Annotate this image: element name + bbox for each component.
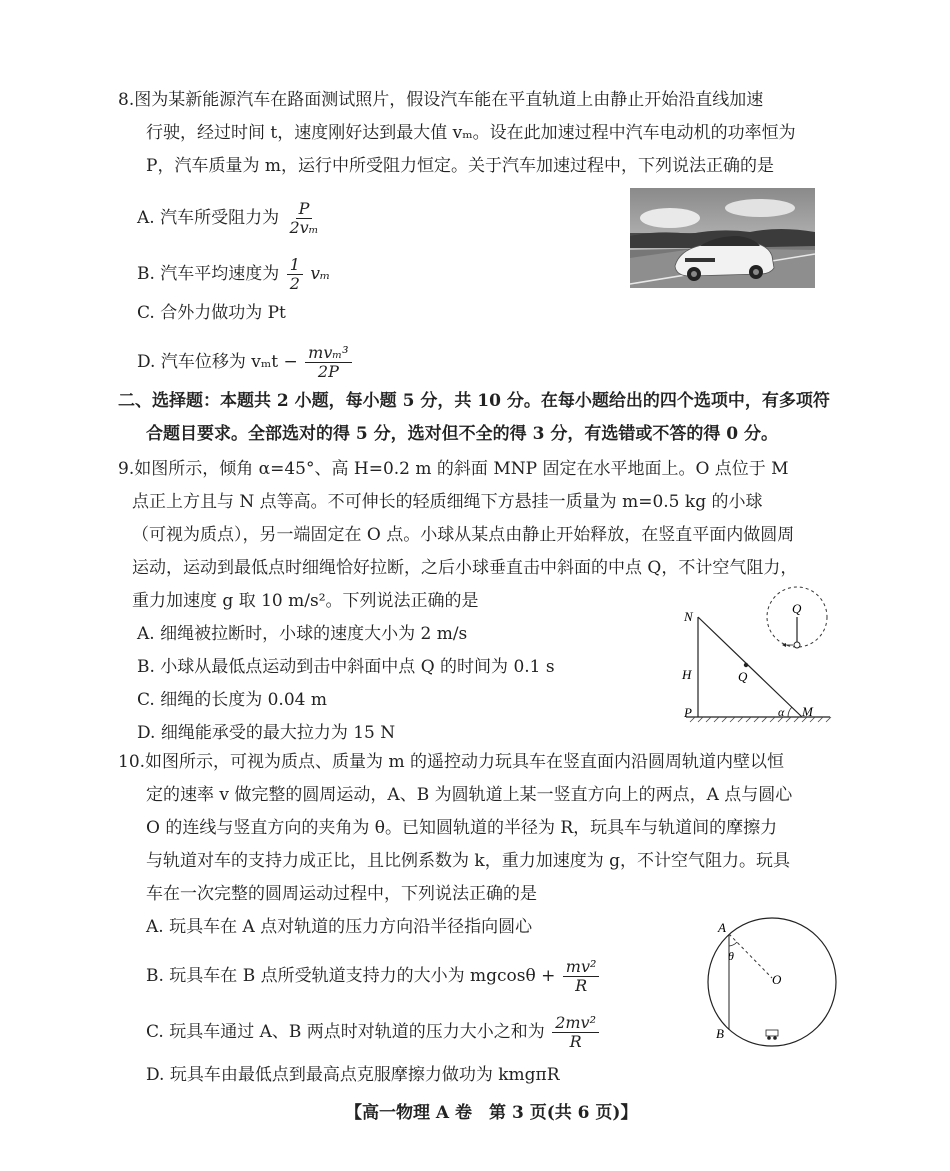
q10-stem-3: O 的连线与竖直方向的夹角为 θ。已知圆轨道的半径为 R，玩具车与轨道间的摩擦力: [146, 818, 778, 838]
q9-option-b: B. 小球从最低点运动到击中斜面中点 Q 的时间为 0.1 s: [137, 657, 555, 677]
q9-stem-3: （可视为质点），另一端固定在 O 点。小球从某点由静止开始释放，在竖直平面内做圆周: [132, 525, 795, 545]
q8-option-d: [137, 344, 354, 381]
q8-option-c: C. 合外力做功为 Pt: [137, 303, 286, 323]
section2-title: 二、选择题：本题共 2 小题，每小题 5 分，共 10 分。在每小题给出的四个选项中，有多项符: [118, 391, 830, 411]
q8-option-a-numerator: P: [296, 200, 313, 219]
q10-option-c: [146, 1014, 601, 1051]
label-o-q9: Q: [792, 601, 802, 616]
q8-option-d-fraction: [305, 344, 351, 381]
q8-option-b-text: B. 汽车平均速度为: [137, 264, 280, 284]
q10-option-b-text: B. 玩具车在 B 点所受轨道支持力的大小为 mgcosθ +: [146, 966, 556, 986]
page-footer: 【高一物理 A 卷 第 3 页(共 6 页)】: [345, 1103, 638, 1123]
q8-option-d-text: D. 汽车位移为 vₘt −: [137, 352, 298, 372]
q9-stem-5: 重力加速度 g 取 10 m/s²。下列说法正确的是: [132, 591, 479, 611]
q8-option-b-denominator: 2: [289, 274, 300, 293]
q10-stem-4: 与轨道对车的支持力成正比，且比例系数为 k，重力加速度为 g，不计空气阻力。玩具: [146, 851, 790, 871]
q10-option-a: A. 玩具车在 A 点对轨道的压力方向沿半径指向圆心: [146, 917, 533, 937]
label-q: Q: [738, 669, 748, 684]
q9-stem-1: 9.如图所示，倾角 α=45°、高 H=0.2 m 的斜面 MNP 固定在水平地面上。O 点位于 M: [118, 459, 789, 479]
label-a: A: [718, 920, 726, 935]
q10-stem-5: 车在一次完整的圆周运动过程中，下列说法正确的是: [146, 884, 537, 904]
q8-option-a: [137, 200, 324, 237]
car-test-photo: [630, 188, 815, 288]
q10-option-c-numerator: 2mv²: [552, 1014, 599, 1033]
q10-option-c-denominator: R: [569, 1032, 582, 1051]
label-theta: θ: [728, 949, 734, 963]
q9-incline-diagram: [676, 585, 836, 725]
section2-rules: 合题目要求。全部选对的得 5 分，选对但不全的得 3 分，有选错或不答的得 0 分。: [146, 424, 778, 444]
q9-stem-2: 点正上方且与 N 点等高。不可伸长的轻质细绳下方悬挂一质量为 m=0.5 kg 的小球: [132, 492, 763, 512]
q8-option-a-fraction: [287, 200, 322, 237]
q10-option-b-numerator: mv²: [563, 958, 600, 977]
q10-option-c-fraction: [552, 1014, 599, 1051]
incline-hypotenuse: [698, 617, 802, 717]
q8-option-b-tail: vₘ: [310, 264, 331, 284]
q10-option-b-fraction: [563, 958, 600, 995]
label-m: M: [802, 704, 813, 719]
q8-option-a-text: A. 汽车所受阻力为: [137, 208, 280, 228]
q9-option-a: A. 细绳被拉断时，小球的速度大小为 2 m/s: [137, 624, 468, 644]
q9-option-d: D. 细绳能承受的最大拉力为 15 N: [137, 723, 396, 743]
q8-stem-1: 8.图为某新能源汽车在路面测试照片，假设汽车能在平直轨道上由静止开始沿直线加速: [118, 90, 764, 110]
label-p: P: [684, 705, 692, 720]
label-alpha: α: [778, 705, 785, 719]
label-b: B: [716, 1026, 724, 1041]
q10-option-c-text: C. 玩具车通过 A、B 两点时对轨道的压力大小之和为: [146, 1022, 545, 1042]
q10-option-d: D. 玩具车由最低点到最高点克服摩擦力做功为 kmgπR: [146, 1065, 560, 1085]
label-o: O: [772, 972, 782, 987]
q10-circle-track-diagram: [702, 912, 842, 1052]
q8-option-d-denominator: 2P: [317, 362, 339, 381]
q8-option-b-numerator: 1: [287, 256, 303, 275]
q8-option-d-numerator: mvₘ³: [305, 344, 351, 363]
q8-option-b: [137, 256, 330, 293]
toy-car: [766, 1030, 778, 1036]
q10-stem-1: 10.如图所示，可视为质点、质量为 m 的遥控动力玩具车在竖直面内沿圆周轨道内壁以恒: [118, 752, 784, 772]
q9-stem-4: 运动，运动到最低点时细绳恰好拉断，之后小球垂直击中斜面的中点 Q，不计空气阻力，: [132, 558, 798, 578]
label-h: H: [682, 667, 692, 682]
point-q-dot: [744, 663, 748, 667]
q10-stem-2: 定的速率 v 做完整的圆周运动，A、B 为圆轨道上某一竖直方向上的两点，A 点与圆心: [146, 785, 793, 805]
q10-option-b-denominator: R: [575, 976, 588, 995]
q8-option-a-denominator: 2vₘ: [289, 218, 319, 237]
label-n: N: [684, 609, 693, 624]
ball: [794, 642, 800, 648]
q8-option-b-fraction: [287, 256, 303, 293]
radius-line-ao: [729, 934, 772, 978]
q10-option-b: [146, 958, 601, 995]
q8-stem-2: 行驶，经过时间 t，速度刚好达到最大值 vₘ。设在此加速过程中汽车电动机的功率恒为: [146, 123, 796, 143]
q9-option-c: C. 细绳的长度为 0.04 m: [137, 690, 327, 710]
q8-stem-3: P，汽车质量为 m，运行中所受阻力恒定。关于汽车加速过程中，下列说法正确的是: [146, 156, 774, 176]
